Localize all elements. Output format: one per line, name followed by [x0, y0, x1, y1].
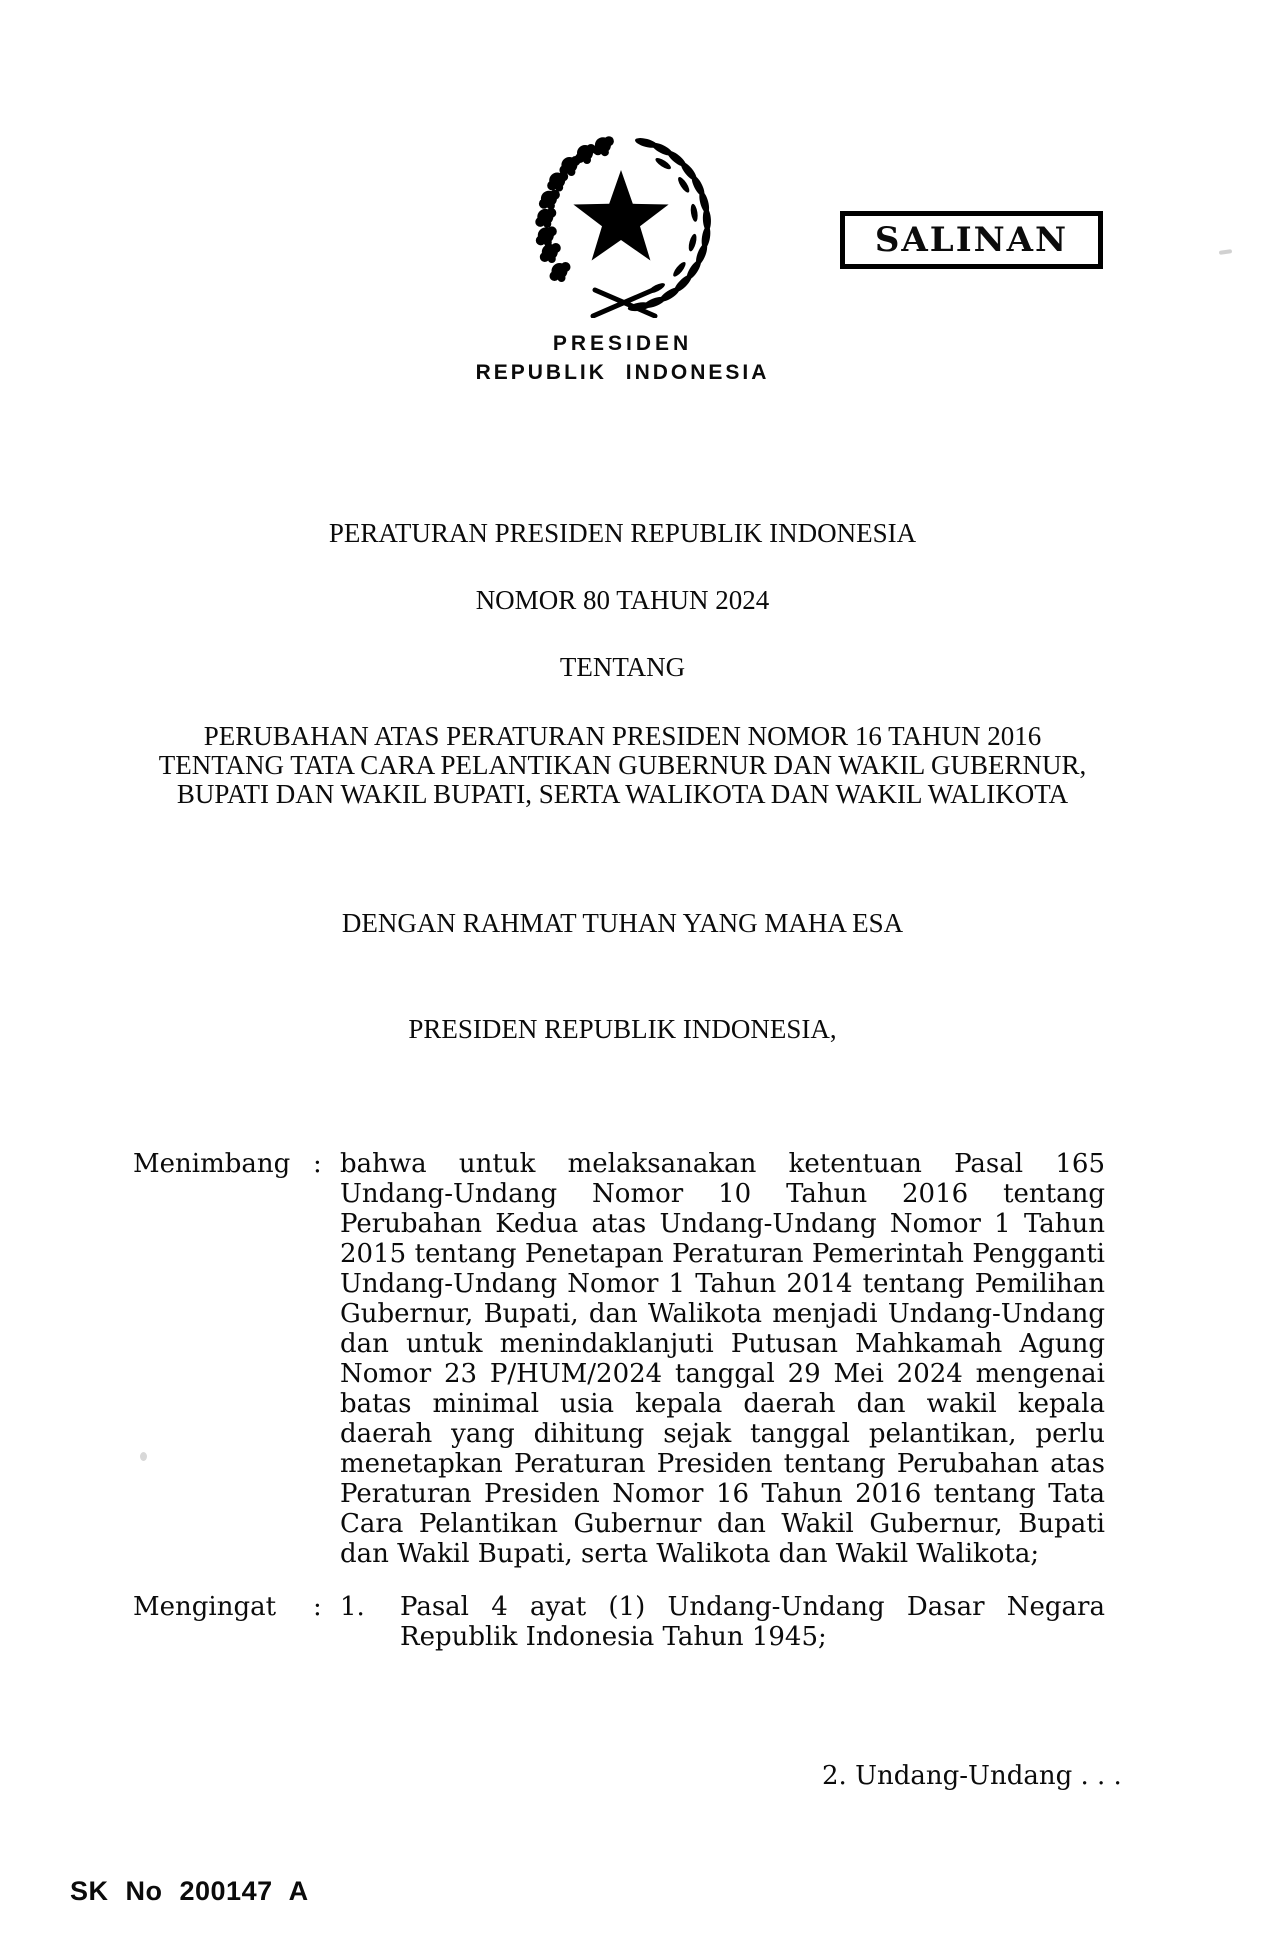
archive-code: SK No 200147 A: [70, 1876, 309, 1906]
subject-line-2: TENTANG TATA CARA PELANTIKAN GUBERNUR DAN WAKIL GUBERNUR,: [158, 750, 1087, 780]
recalling-clause: [133, 1592, 1105, 1652]
letterhead: [0, 332, 1245, 384]
recalling-colon: :: [313, 1592, 322, 1622]
page-catchword: 2. Undang-Undang . . .: [822, 1761, 1122, 1791]
considering-body: bahwa untuk melaksanakan ketentuan Pasal 165 Undang-Undang Nomor 10 Tahun 2016 tentang Perubahan Kedua atas Undang-Undang Nomor 1 Tahun 2015 tentang Penetapan Peraturan Pemerintah Pengganti Undang-Undang Nomor 1 Tahun 2014 tentang Pemilihan Gubernur, Bupati, dan Walikota menjadi Undang-Undang dan untuk menindaklanjuti Putusan Mahkamah Agung Nomor 23 P/HUM/2024 tanggal 29 Mei 2024 mengenai batas minimal usia kepala daerah dan wakil kepala daerah yang dihitung sejak tanggal pelantikan, perlu menetapkan Peraturan Presiden tentang Perubahan atas Peraturan Presiden Nomor 16 Tahun 2016 tentang Tata Cara Pelantikan Gubernur dan Wakil Gubernur, Bupati dan Wakil Bupati, serta Walikota dan Wakil Walikota;: [340, 1149, 1105, 1569]
regulation-title: PERATURAN PRESIDEN REPUBLIK INDONESIA: [328, 518, 917, 548]
considering-colon: :: [313, 1149, 322, 1179]
authority-line: PRESIDEN REPUBLIK INDONESIA,: [408, 1014, 837, 1044]
salinan-stamp-label: SALINAN: [874, 220, 1069, 260]
regulation-subject: [0, 722, 1245, 809]
considering-label: Menimbang: [133, 1149, 291, 1179]
scan-artifact: [1219, 249, 1232, 255]
recalling-label: Mengingat: [133, 1592, 277, 1622]
tentang-heading: TENTANG: [559, 652, 686, 682]
invocation-line: DENGAN RAHMAT TUHAN YANG MAHA ESA: [341, 908, 904, 938]
recall-item-number: 1.: [340, 1592, 365, 1622]
salinan-stamp-box: [840, 211, 1103, 269]
letterhead-presiden: PRESIDEN: [552, 332, 693, 355]
presidential-star-wreath-emblem-icon: [533, 128, 718, 318]
considering-clause: [133, 1149, 1105, 1569]
scan-artifact: [140, 1452, 147, 1461]
subject-line-1: PERUBAHAN ATAS PERATURAN PRESIDEN NOMOR 16 TAHUN 2016: [203, 721, 1042, 751]
recall-item: [340, 1592, 1105, 1652]
recalling-body: [340, 1592, 1105, 1652]
regulation-number: NOMOR 80 TAHUN 2024: [475, 585, 770, 615]
letterhead-republik-indonesia: REPUBLIK INDONESIA: [475, 361, 770, 385]
subject-line-3: BUPATI DAN WAKIL BUPATI, SERTA WALIKOTA DAN WAKIL WALIKOTA: [176, 779, 1069, 809]
recall-item-text: Pasal 4 ayat (1) Undang-Undang Dasar Negara Republik Indonesia Tahun 1945;: [400, 1592, 1105, 1652]
